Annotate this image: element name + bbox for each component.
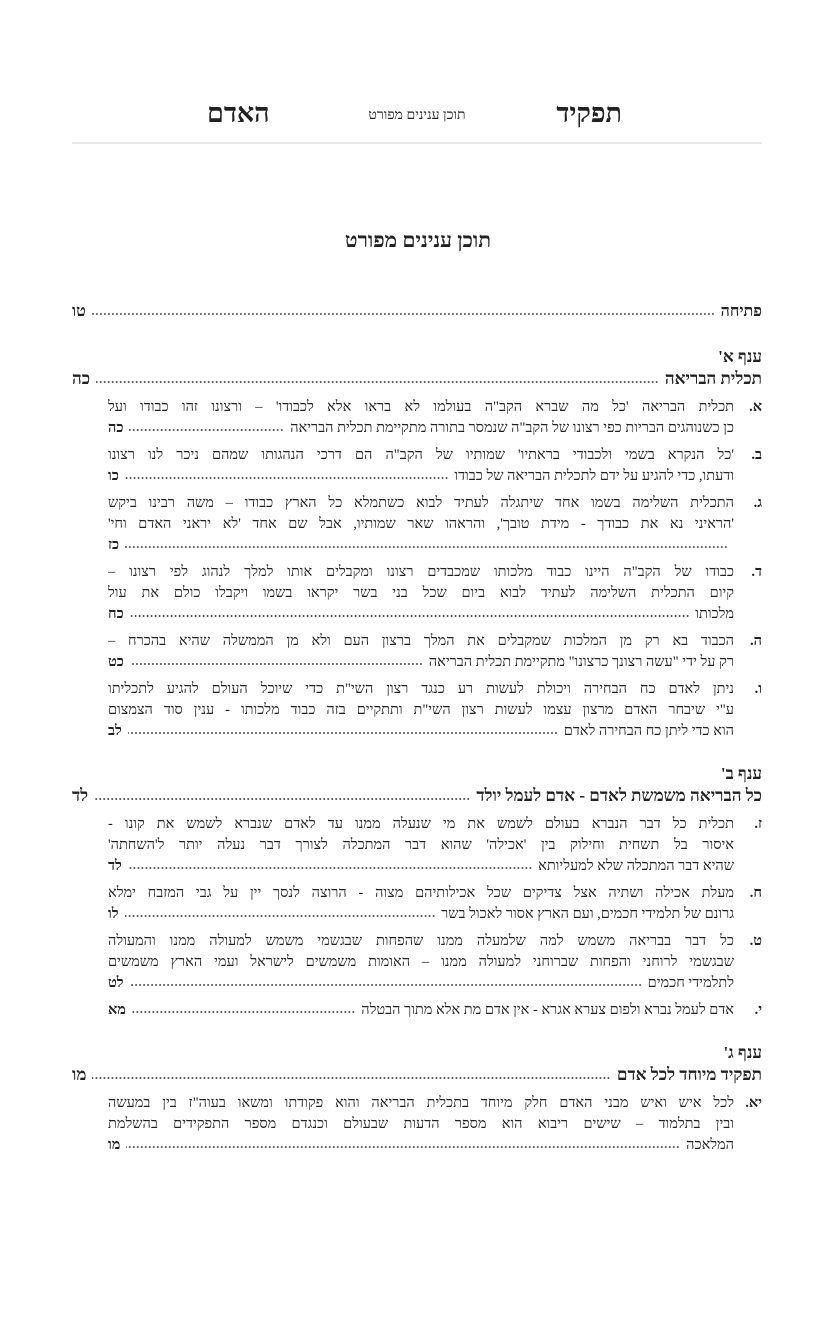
item-letter: י. <box>754 1002 762 1018</box>
branch-heading: ענף ב' <box>720 764 762 783</box>
item-line: כבודו של הקב"ה היינו כבוד מלכותו שמכבדים רצונו ומקבלים אותו למלך לנהוג לפי רצונו – <box>108 564 734 580</box>
item-last-line <box>108 1135 734 1156</box>
item-letter: ד. <box>751 564 762 580</box>
item-body <box>108 814 734 877</box>
page-number: לד <box>72 786 89 805</box>
toc-entry-item[interactable] <box>72 679 762 742</box>
section-title: תכלית הבריאה <box>664 369 762 388</box>
item-last-line <box>108 904 734 925</box>
page-number: מא <box>108 1002 126 1018</box>
item-letter: יא. <box>745 1095 762 1111</box>
item-line: ע"י שיבחר האדם מרצון עצמו לעשות רצון השי"ת ותתקיים בזה כבוד מלכותו - ענין סוד הצמצום <box>108 702 734 718</box>
item-line: תכלית כל דבר הנברא בעולם לשמש את מי שנעלה ממנו עד לאדם שנברא לשמש את קונו - <box>108 816 734 832</box>
toc-entry-section[interactable] <box>72 1065 762 1087</box>
page-number: מו <box>108 1137 121 1153</box>
item-line: ובין בתלמוד – שישים ריבוא הוא מספר הדעות שבעולם וכנגדם מספר התפקידים בהשלמת <box>108 1116 734 1132</box>
dot-leader <box>129 428 284 432</box>
toc-entry-section[interactable] <box>72 369 762 391</box>
item-line: התכלית השלימה בשמו אחד שיתגלה לעתיד לבוא כשתמלא כל הארץ כבודו – משה רבינו ביקש <box>108 495 734 511</box>
page-number: לד <box>108 858 122 874</box>
item-letter: ח. <box>749 885 762 901</box>
item-line: שהיא דבר המתכלה שלא למעליותא <box>538 858 734 874</box>
item-line: לכל איש ואיש מבני האדם חלק מיוחד בתכלית הבריאה והוא פקודתו ומשאו בעוה"ז בין במעשה <box>108 1095 734 1111</box>
page-title: תוכן ענינים מפורט <box>344 228 492 252</box>
page-number: טו <box>72 303 86 320</box>
toc-entry-item[interactable] <box>72 397 762 439</box>
toc-entry-item[interactable] <box>72 1093 762 1156</box>
item-body <box>108 883 734 925</box>
item-line: 'כל הנקרא בשמי ולכבודי בראתיו' שמותיו של הקב"ה הם דרכי הנהגותו שמהם ניכר לנו רצונו <box>108 447 734 463</box>
page-number: לו <box>108 906 119 922</box>
toc-entry-intro[interactable] <box>72 303 762 325</box>
item-last-line <box>108 721 734 742</box>
header-title-left: האדם <box>207 98 270 128</box>
item-line: רק על ידי "עשה רצונך כרצונו" מתקיימת תכלית הבריאה <box>428 654 734 670</box>
item-line: ניתן לאדם כח הבחירה ויכולת לעשות רע כנגד רצון השי"ת כדי שיוכל העולם להגיע לתכליתו <box>108 681 734 697</box>
page-number: כז <box>108 537 120 553</box>
section-title: תפקיד מיוחד לכל אדם <box>616 1065 762 1084</box>
item-line: מעלת אכילה ושתיה אצל צדיקים שכל אכילותיהם מצוה - הרוצה לנסך יין על גבי המזבח ימלא <box>108 885 734 901</box>
dot-leader <box>130 983 642 987</box>
page-number: כה <box>72 369 91 388</box>
dot-leader <box>128 731 558 735</box>
item-line: תכלית הבריאה 'כל מה שברא הקב"ה בעולמו לא בראו אלא לכבודו' – ורצונו זהו כבודו ועל <box>108 399 734 415</box>
item-line: כל דבר בבריאה משמש למה שלמעלה ממנו שהפחות שבגשמי משמש למעולה ממנו והמעולה <box>108 933 734 949</box>
item-line: קיום התכלית השלימה לעתיד לבוא ביום שכל בני בשר יקראו בשמו ויקבלו כולם את עול <box>108 585 734 601</box>
item-line: הוא כדי ליתן כח הבחירה לאדם <box>563 723 734 739</box>
toc-entry-item[interactable] <box>72 883 762 925</box>
header-title-right: תפקיד <box>556 98 622 128</box>
item-letter: ג. <box>753 495 762 511</box>
header-subtitle: תוכן ענינים מפורט <box>368 108 466 123</box>
entry-label: פתיחה <box>720 303 762 320</box>
dot-leader <box>96 380 659 384</box>
page-number: מו <box>72 1065 87 1084</box>
item-last-line <box>108 466 734 487</box>
dot-leader <box>132 1010 355 1014</box>
item-line: איסור בל תשחית וחילוק בין 'אכילה' שהוא דבר המתכלה לצורך דבר נעלה יותר ל'השחתה' <box>108 837 734 853</box>
item-letter: ה. <box>750 633 762 649</box>
page-number: כח <box>108 606 124 622</box>
branch-heading: ענף ג' <box>723 1043 762 1062</box>
toc-entry-item[interactable] <box>72 631 762 673</box>
item-line: ודעתו, כדי להגיע על ידם לתכלית הבריאה של כבודו <box>454 468 734 484</box>
item-letter: ז. <box>754 816 762 832</box>
item-line: המלאכה <box>686 1137 734 1153</box>
toc-entry-item[interactable] <box>72 931 762 994</box>
item-body <box>108 931 734 994</box>
dot-leader <box>128 866 532 870</box>
item-last-line <box>108 535 734 556</box>
page-number: כט <box>108 654 124 670</box>
dot-leader <box>92 312 715 316</box>
toc-entry-item[interactable] <box>72 814 762 877</box>
toc-entry-item[interactable] <box>72 1000 762 1021</box>
item-last-line <box>108 1000 734 1021</box>
item-line: שבגשמי לרוחני והפחות שברוחני למעולה ממנו – האומות משמשים לישראל ועמי הארץ משמשים <box>108 954 734 970</box>
toc-entry-item[interactable] <box>72 562 762 625</box>
item-body <box>108 1000 734 1021</box>
item-line: מלכותו <box>695 606 734 622</box>
item-last-line <box>108 856 734 877</box>
item-line: כן כשנוהגים הבריות כפי רצונו של הקב"ה שנמסר בתורה מתקיימת תכלית הבריאה <box>290 420 734 436</box>
dot-leader <box>92 1076 610 1080</box>
item-body <box>108 445 734 487</box>
dot-leader <box>125 476 449 480</box>
dot-leader <box>126 1145 680 1149</box>
dot-leader <box>125 914 436 918</box>
toc-entry-item[interactable] <box>72 445 762 487</box>
page-number: לט <box>108 975 124 991</box>
item-last-line <box>108 973 734 994</box>
dot-leader <box>125 545 728 549</box>
item-letter: ט. <box>749 933 762 949</box>
dot-leader <box>94 797 470 801</box>
branch-heading: ענף א' <box>718 347 762 366</box>
item-body <box>108 1093 734 1156</box>
toc-entry-section[interactable] <box>72 786 762 808</box>
item-letter: ב. <box>751 447 762 463</box>
item-body <box>108 679 734 742</box>
item-line: גרונם של תלמידי חכמים, ועם הארץ אסור לאכול בשר <box>441 906 734 922</box>
item-last-line <box>108 418 734 439</box>
toc-entry-item[interactable] <box>72 493 762 556</box>
table-of-contents <box>72 303 762 1156</box>
item-line: 'הראיני נא את כבודך - מידת טובך', והראהו שאר שמותיו, אבל שם אחד 'לא יראני האדם וחי' <box>108 516 734 532</box>
dot-leader <box>130 662 423 666</box>
item-body <box>108 397 734 439</box>
item-letter: א. <box>749 399 762 415</box>
item-line: לתלמידי חכמים <box>647 975 734 991</box>
item-line: אדם לעמל נברא ולפום צערא אגרא - אין אדם מת אלא מתוך הבטלה <box>361 1002 734 1018</box>
page-number: לב <box>108 723 122 739</box>
dot-leader <box>130 614 690 618</box>
item-last-line <box>108 652 734 673</box>
page-number: כו <box>108 468 119 484</box>
item-last-line <box>108 604 734 625</box>
running-header <box>72 88 762 144</box>
item-body <box>108 493 734 556</box>
item-body <box>108 562 734 625</box>
page-number: כה <box>108 420 124 436</box>
section-title: כל הבריאה משמשת לאדם - אדם לעמל יולד <box>476 786 762 805</box>
item-body <box>108 631 734 673</box>
item-letter: ו. <box>754 681 762 697</box>
item-line: הכבוד בא רק מן המלכות שמקבלים את המלך ברצון העם ולא מן הממשלה שהיא בהכרח – <box>108 633 734 649</box>
